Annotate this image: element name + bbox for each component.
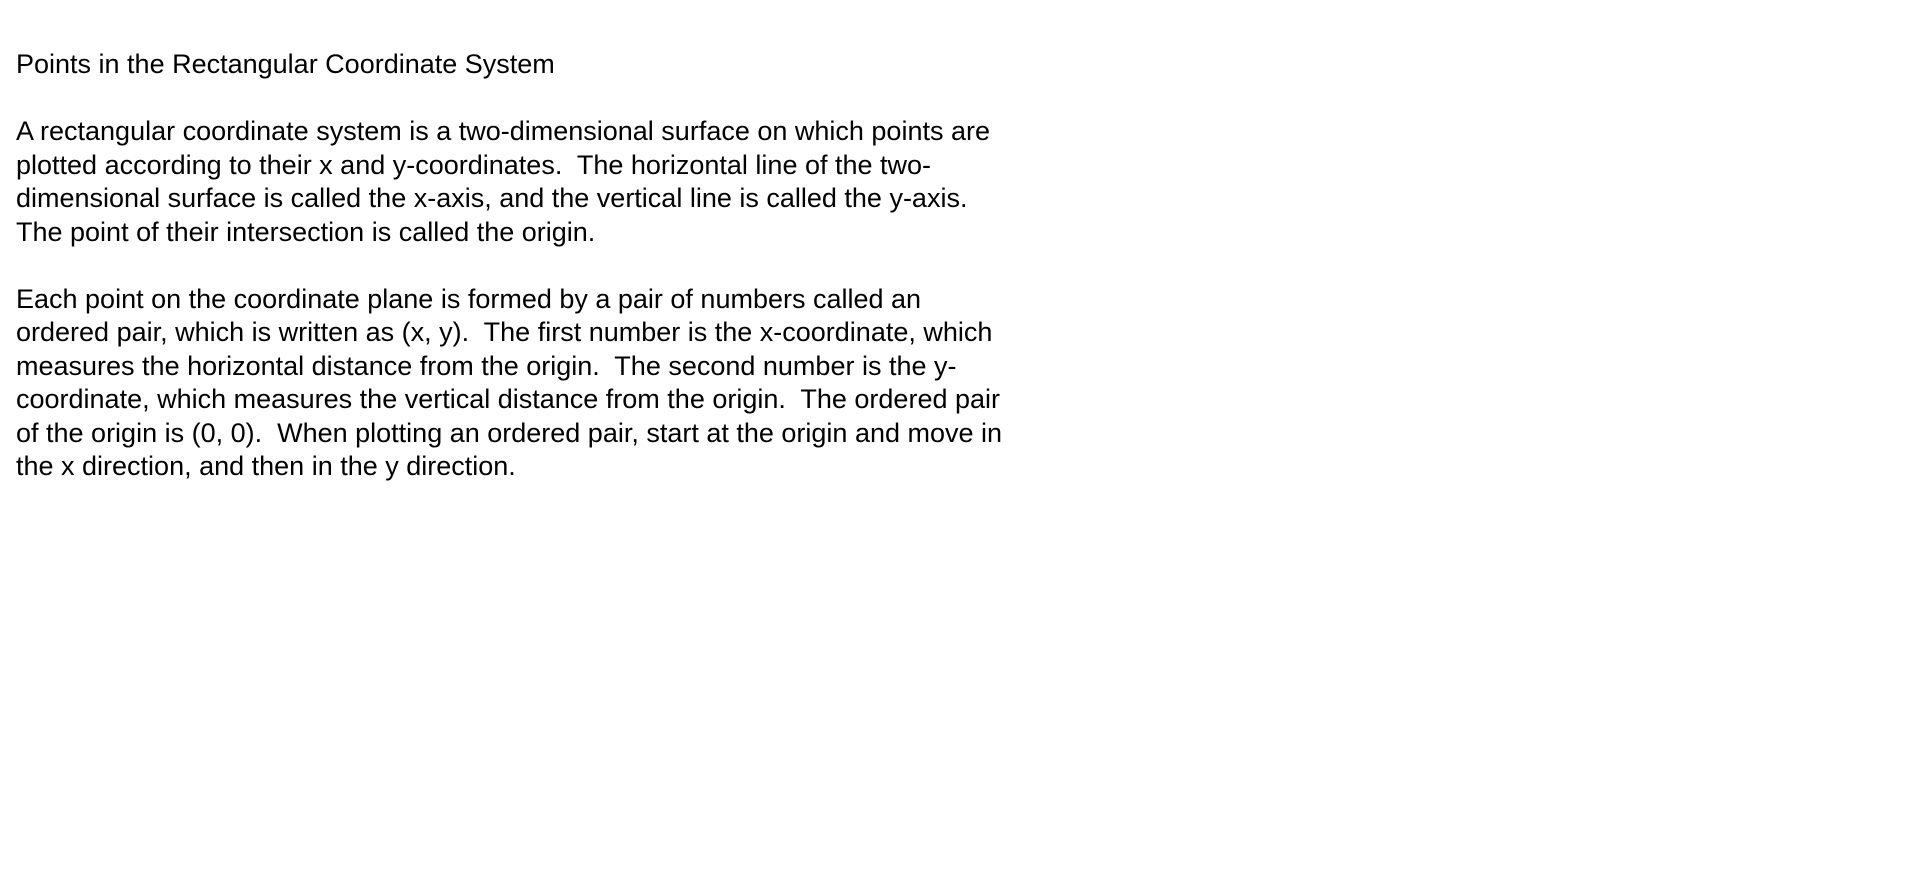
- spacer: [16, 82, 1056, 116]
- page-title: Points in the Rectangular Coordinate System: [16, 49, 555, 79]
- paragraph-line: the x direction, and then in the y direction.: [16, 451, 516, 481]
- paragraph-1: [16, 115, 1056, 249]
- paragraph-line: ordered pair, which is written as (x, y). The first number is the x-coordinate, which: [16, 317, 993, 347]
- paragraph-line: of the origin is (0, 0). When plotting an ordered pair, start at the origin and move in: [16, 417, 1003, 448]
- paragraph-line: Each point on the coordinate plane is formed by a pair of numbers called an: [16, 283, 922, 314]
- paragraph-2: [16, 283, 1056, 484]
- paragraph-line: The point of their intersection is called the origin.: [16, 216, 596, 247]
- paragraph-line: plotted according to their x and y-coordinates. The horizontal line of the two-: [16, 149, 932, 180]
- paragraph-line: A rectangular coordinate system is a two-dimensional surface on which points are: [16, 116, 990, 146]
- paragraph-line: coordinate, which measures the vertical distance from the origin. The ordered pair: [16, 384, 1000, 414]
- paragraph-line: measures the horizontal distance from the origin. The second number is the y-: [16, 350, 957, 381]
- paragraph-line: dimensional surface is called the x-axis, and the vertical line is called the y-axis.: [16, 183, 968, 213]
- spacer: [16, 249, 1056, 283]
- document-body: [16, 48, 1056, 484]
